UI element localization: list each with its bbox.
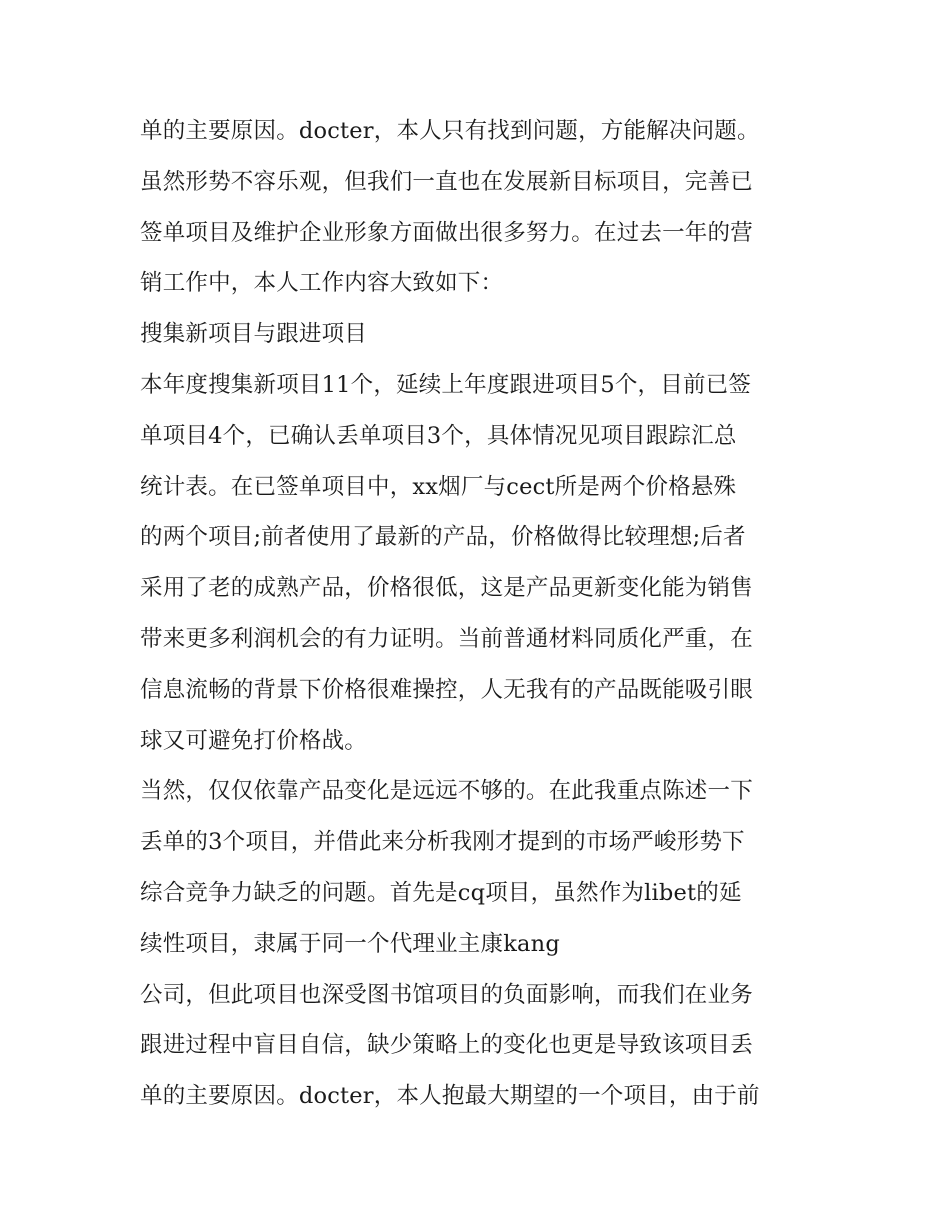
text-line: 球又可避免打价格战。	[140, 727, 368, 754]
text-line: 单的主要原因。docter，本人抱最大期望的一个项目，由于前	[140, 1083, 760, 1110]
text-line: 统计表。在已签单项目中，xx烟厂与cect所是两个价格悬殊	[140, 473, 737, 500]
text-line: 公司，但此项目也深受图书馆项目的负面影响，而我们在业务	[140, 981, 753, 1008]
text-line: 签单项目及维护企业形象方面做出很多努力。在过去一年的营	[140, 219, 753, 246]
text-line: 采用了老的成熟产品，价格很低，这是产品更新变化能为销售	[140, 575, 753, 602]
text-line: 续性项目，隶属于同一个代理业主康kang	[140, 930, 560, 957]
section-heading: 搜集新项目与跟进项目	[140, 321, 368, 348]
text-line: 的两个项目;前者使用了最新的产品，价格做得比较理想;后者	[140, 524, 746, 551]
text-line: 单的主要原因。docter，本人只有找到问题，方能解决问题。	[140, 118, 760, 144]
text-line: 当然，仅仅依靠产品变化是远远不够的。在此我重点陈述一下	[140, 778, 753, 805]
text-line: 虽然形势不容乐观，但我们一直也在发展新目标项目，完善已	[140, 168, 753, 195]
text-line: 综合竞争力缺乏的问题。首先是cq项目，虽然作为libet的延	[140, 879, 742, 906]
text-line: 跟进过程中盲目自信，缺少策略上的变化也更是导致该项目丢	[140, 1032, 753, 1059]
text-line: 丢单的3个项目，并借此来分析我刚才提到的市场严峻形势下	[140, 829, 745, 856]
text-line: 单项目4个，已确认丢单项目3个，具体情况见项目跟踪汇总	[140, 422, 737, 449]
text-line: 带来更多利润机会的有力证明。当前普通材料同质化严重，在	[140, 625, 753, 652]
body-text	[140, 106, 815, 1122]
text-line: 本年度搜集新项目11个，延续上年度跟进项目5个，目前已签	[140, 371, 752, 398]
text-line: 销工作中，本人工作内容大致如下：	[140, 270, 504, 297]
text-line: 信息流畅的背景下价格很难操控，人无我有的产品既能吸引眼	[140, 676, 753, 703]
